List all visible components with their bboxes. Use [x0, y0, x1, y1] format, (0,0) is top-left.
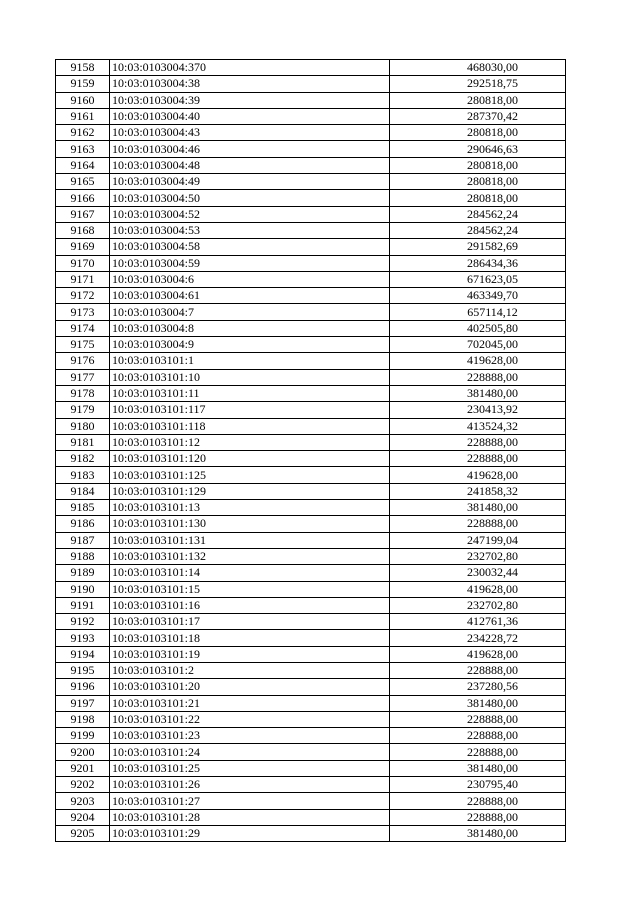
cadastral-number-cell: 10:03:0103004:6	[110, 271, 390, 287]
cadastral-number-cell: 10:03:0103004:49	[110, 174, 390, 190]
value-cell: 419628,00	[390, 581, 566, 597]
table-row	[56, 255, 566, 271]
table-row	[56, 369, 566, 385]
row-number-cell: 9186	[56, 516, 110, 532]
row-number-cell: 9173	[56, 304, 110, 320]
table-row	[56, 630, 566, 646]
cadastral-number-cell: 10:03:0103101:131	[110, 532, 390, 548]
cadastral-number-cell: 10:03:0103004:8	[110, 320, 390, 336]
row-number-cell: 9177	[56, 369, 110, 385]
value-cell: 290646,63	[390, 141, 566, 157]
row-number-cell: 9195	[56, 662, 110, 678]
value-cell: 413524,32	[390, 418, 566, 434]
value-cell: 228888,00	[390, 711, 566, 727]
value-cell: 237280,56	[390, 679, 566, 695]
table-row	[56, 809, 566, 825]
cadastral-number-cell: 10:03:0103101:117	[110, 402, 390, 418]
table-row	[56, 190, 566, 206]
value-cell: 402505,80	[390, 320, 566, 336]
cadastral-number-cell: 10:03:0103004:39	[110, 92, 390, 108]
value-cell: 228888,00	[390, 516, 566, 532]
cadastral-number-cell: 10:03:0103101:18	[110, 630, 390, 646]
table-row	[56, 711, 566, 727]
row-number-cell: 9160	[56, 92, 110, 108]
row-number-cell: 9185	[56, 500, 110, 516]
row-number-cell: 9179	[56, 402, 110, 418]
row-number-cell: 9188	[56, 548, 110, 564]
table-row	[56, 353, 566, 369]
cadastral-number-cell: 10:03:0103004:38	[110, 76, 390, 92]
value-cell: 241858,32	[390, 483, 566, 499]
row-number-cell: 9178	[56, 385, 110, 401]
row-number-cell: 9169	[56, 239, 110, 255]
table-row	[56, 728, 566, 744]
row-number-cell: 9172	[56, 288, 110, 304]
cadastral-number-cell: 10:03:0103101:21	[110, 695, 390, 711]
row-number-cell: 9163	[56, 141, 110, 157]
cadastral-number-cell: 10:03:0103101:15	[110, 581, 390, 597]
cadastral-number-cell: 10:03:0103004:40	[110, 108, 390, 124]
cadastral-number-cell: 10:03:0103004:7	[110, 304, 390, 320]
value-cell: 287370,42	[390, 108, 566, 124]
table-row	[56, 532, 566, 548]
cadastral-number-cell: 10:03:0103101:132	[110, 548, 390, 564]
value-cell: 234228,72	[390, 630, 566, 646]
table-row	[56, 337, 566, 353]
cadastral-number-cell: 10:03:0103101:11	[110, 385, 390, 401]
value-cell: 280818,00	[390, 92, 566, 108]
value-cell: 412761,36	[390, 614, 566, 630]
cadastral-number-cell: 10:03:0103101:17	[110, 614, 390, 630]
row-number-cell: 9176	[56, 353, 110, 369]
value-cell: 228888,00	[390, 728, 566, 744]
table-row	[56, 288, 566, 304]
cadastral-number-cell: 10:03:0103004:9	[110, 337, 390, 353]
table-row	[56, 744, 566, 760]
table-row	[56, 271, 566, 287]
cadastral-number-cell: 10:03:0103101:20	[110, 679, 390, 695]
value-cell: 228888,00	[390, 793, 566, 809]
row-number-cell: 9187	[56, 532, 110, 548]
row-number-cell: 9203	[56, 793, 110, 809]
cadastral-number-cell: 10:03:0103004:370	[110, 60, 390, 76]
row-number-cell: 9199	[56, 728, 110, 744]
table-row	[56, 125, 566, 141]
table-row	[56, 304, 566, 320]
value-cell: 228888,00	[390, 369, 566, 385]
row-number-cell: 9158	[56, 60, 110, 76]
value-cell: 657114,12	[390, 304, 566, 320]
value-cell: 228888,00	[390, 744, 566, 760]
table-row	[56, 206, 566, 222]
cadastral-number-cell: 10:03:0103004:52	[110, 206, 390, 222]
value-cell: 286434,36	[390, 255, 566, 271]
row-number-cell: 9204	[56, 809, 110, 825]
cadastral-number-cell: 10:03:0103004:43	[110, 125, 390, 141]
table-row	[56, 760, 566, 776]
cadastral-number-cell: 10:03:0103101:125	[110, 467, 390, 483]
table-row	[56, 385, 566, 401]
cadastral-number-cell: 10:03:0103101:12	[110, 434, 390, 450]
row-number-cell: 9190	[56, 581, 110, 597]
row-number-cell: 9170	[56, 255, 110, 271]
table-row	[56, 434, 566, 450]
cadastral-number-cell: 10:03:0103101:26	[110, 777, 390, 793]
row-number-cell: 9201	[56, 760, 110, 776]
value-cell: 230032,44	[390, 565, 566, 581]
row-number-cell: 9166	[56, 190, 110, 206]
table-row	[56, 777, 566, 793]
cadastral-number-cell: 10:03:0103004:50	[110, 190, 390, 206]
cadastral-number-cell: 10:03:0103101:129	[110, 483, 390, 499]
value-cell: 280818,00	[390, 174, 566, 190]
row-number-cell: 9165	[56, 174, 110, 190]
table-row	[56, 793, 566, 809]
row-number-cell: 9197	[56, 695, 110, 711]
row-number-cell: 9184	[56, 483, 110, 499]
row-number-cell: 9180	[56, 418, 110, 434]
table-row	[56, 646, 566, 662]
value-cell: 291582,69	[390, 239, 566, 255]
table-row	[56, 516, 566, 532]
table-row	[56, 418, 566, 434]
table-row	[56, 239, 566, 255]
table-row	[56, 679, 566, 695]
value-cell: 284562,24	[390, 222, 566, 238]
value-cell: 230795,40	[390, 777, 566, 793]
table-row	[56, 108, 566, 124]
cadastral-number-cell: 10:03:0103004:58	[110, 239, 390, 255]
value-cell: 381480,00	[390, 500, 566, 516]
cadastral-number-cell: 10:03:0103004:61	[110, 288, 390, 304]
table-row	[56, 76, 566, 92]
table-row	[56, 451, 566, 467]
table-row	[56, 60, 566, 76]
row-number-cell: 9194	[56, 646, 110, 662]
table-row	[56, 157, 566, 173]
row-number-cell: 9196	[56, 679, 110, 695]
value-cell: 419628,00	[390, 646, 566, 662]
row-number-cell: 9189	[56, 565, 110, 581]
value-cell: 232702,80	[390, 597, 566, 613]
row-number-cell: 9193	[56, 630, 110, 646]
value-cell: 228888,00	[390, 434, 566, 450]
value-cell: 232702,80	[390, 548, 566, 564]
row-number-cell: 9200	[56, 744, 110, 760]
value-cell: 463349,70	[390, 288, 566, 304]
row-number-cell: 9167	[56, 206, 110, 222]
table-row	[56, 92, 566, 108]
row-number-cell: 9168	[56, 222, 110, 238]
value-cell: 381480,00	[390, 760, 566, 776]
row-number-cell: 9205	[56, 825, 110, 841]
value-cell: 419628,00	[390, 353, 566, 369]
cadastral-number-cell: 10:03:0103101:118	[110, 418, 390, 434]
value-cell: 228888,00	[390, 809, 566, 825]
cadastral-number-cell: 10:03:0103004:46	[110, 141, 390, 157]
value-cell: 381480,00	[390, 695, 566, 711]
row-number-cell: 9174	[56, 320, 110, 336]
table-row	[56, 581, 566, 597]
cadastral-number-cell: 10:03:0103101:2	[110, 662, 390, 678]
value-cell: 381480,00	[390, 825, 566, 841]
table-row	[56, 174, 566, 190]
table-row	[56, 825, 566, 841]
value-cell: 381480,00	[390, 385, 566, 401]
value-cell: 280818,00	[390, 190, 566, 206]
table-row	[56, 662, 566, 678]
cadastral-number-cell: 10:03:0103101:120	[110, 451, 390, 467]
table-row	[56, 483, 566, 499]
cadastral-number-cell: 10:03:0103004:59	[110, 255, 390, 271]
value-cell: 280818,00	[390, 125, 566, 141]
value-cell: 230413,92	[390, 402, 566, 418]
row-number-cell: 9175	[56, 337, 110, 353]
cadastral-number-cell: 10:03:0103101:24	[110, 744, 390, 760]
cadastral-number-cell: 10:03:0103101:14	[110, 565, 390, 581]
table-row	[56, 500, 566, 516]
value-cell: 280818,00	[390, 157, 566, 173]
value-cell: 671623,05	[390, 271, 566, 287]
table-row	[56, 141, 566, 157]
cadastral-number-cell: 10:03:0103101:1	[110, 353, 390, 369]
row-number-cell: 9191	[56, 597, 110, 613]
row-number-cell: 9198	[56, 711, 110, 727]
table-row	[56, 467, 566, 483]
row-number-cell: 9202	[56, 777, 110, 793]
table-row	[56, 402, 566, 418]
value-cell: 702045,00	[390, 337, 566, 353]
row-number-cell: 9192	[56, 614, 110, 630]
cadastral-number-cell: 10:03:0103101:22	[110, 711, 390, 727]
cadastral-number-cell: 10:03:0103101:28	[110, 809, 390, 825]
row-number-cell: 9181	[56, 434, 110, 450]
row-number-cell: 9171	[56, 271, 110, 287]
cadastral-number-cell: 10:03:0103101:23	[110, 728, 390, 744]
value-cell: 228888,00	[390, 451, 566, 467]
row-number-cell: 9182	[56, 451, 110, 467]
row-number-cell: 9161	[56, 108, 110, 124]
cadastral-number-cell: 10:03:0103004:48	[110, 157, 390, 173]
cadastral-number-cell: 10:03:0103004:53	[110, 222, 390, 238]
value-cell: 228888,00	[390, 662, 566, 678]
cadastral-number-cell: 10:03:0103101:27	[110, 793, 390, 809]
cadastral-number-cell: 10:03:0103101:10	[110, 369, 390, 385]
cadastral-number-cell: 10:03:0103101:19	[110, 646, 390, 662]
table-row	[56, 695, 566, 711]
cadastral-number-cell: 10:03:0103101:29	[110, 825, 390, 841]
table-row	[56, 565, 566, 581]
row-number-cell: 9164	[56, 157, 110, 173]
value-cell: 419628,00	[390, 467, 566, 483]
cadastral-number-cell: 10:03:0103101:13	[110, 500, 390, 516]
table-row	[56, 320, 566, 336]
value-cell: 247199,04	[390, 532, 566, 548]
table-body	[56, 60, 566, 842]
table-row	[56, 614, 566, 630]
row-number-cell: 9162	[56, 125, 110, 141]
value-cell: 292518,75	[390, 76, 566, 92]
cadastral-number-cell: 10:03:0103101:130	[110, 516, 390, 532]
cadastral-number-cell: 10:03:0103101:16	[110, 597, 390, 613]
row-number-cell: 9159	[56, 76, 110, 92]
table-row	[56, 222, 566, 238]
table-row	[56, 597, 566, 613]
cadastral-number-cell: 10:03:0103101:25	[110, 760, 390, 776]
row-number-cell: 9183	[56, 467, 110, 483]
table-row	[56, 548, 566, 564]
value-cell: 468030,00	[390, 60, 566, 76]
data-table	[55, 59, 566, 842]
value-cell: 284562,24	[390, 206, 566, 222]
